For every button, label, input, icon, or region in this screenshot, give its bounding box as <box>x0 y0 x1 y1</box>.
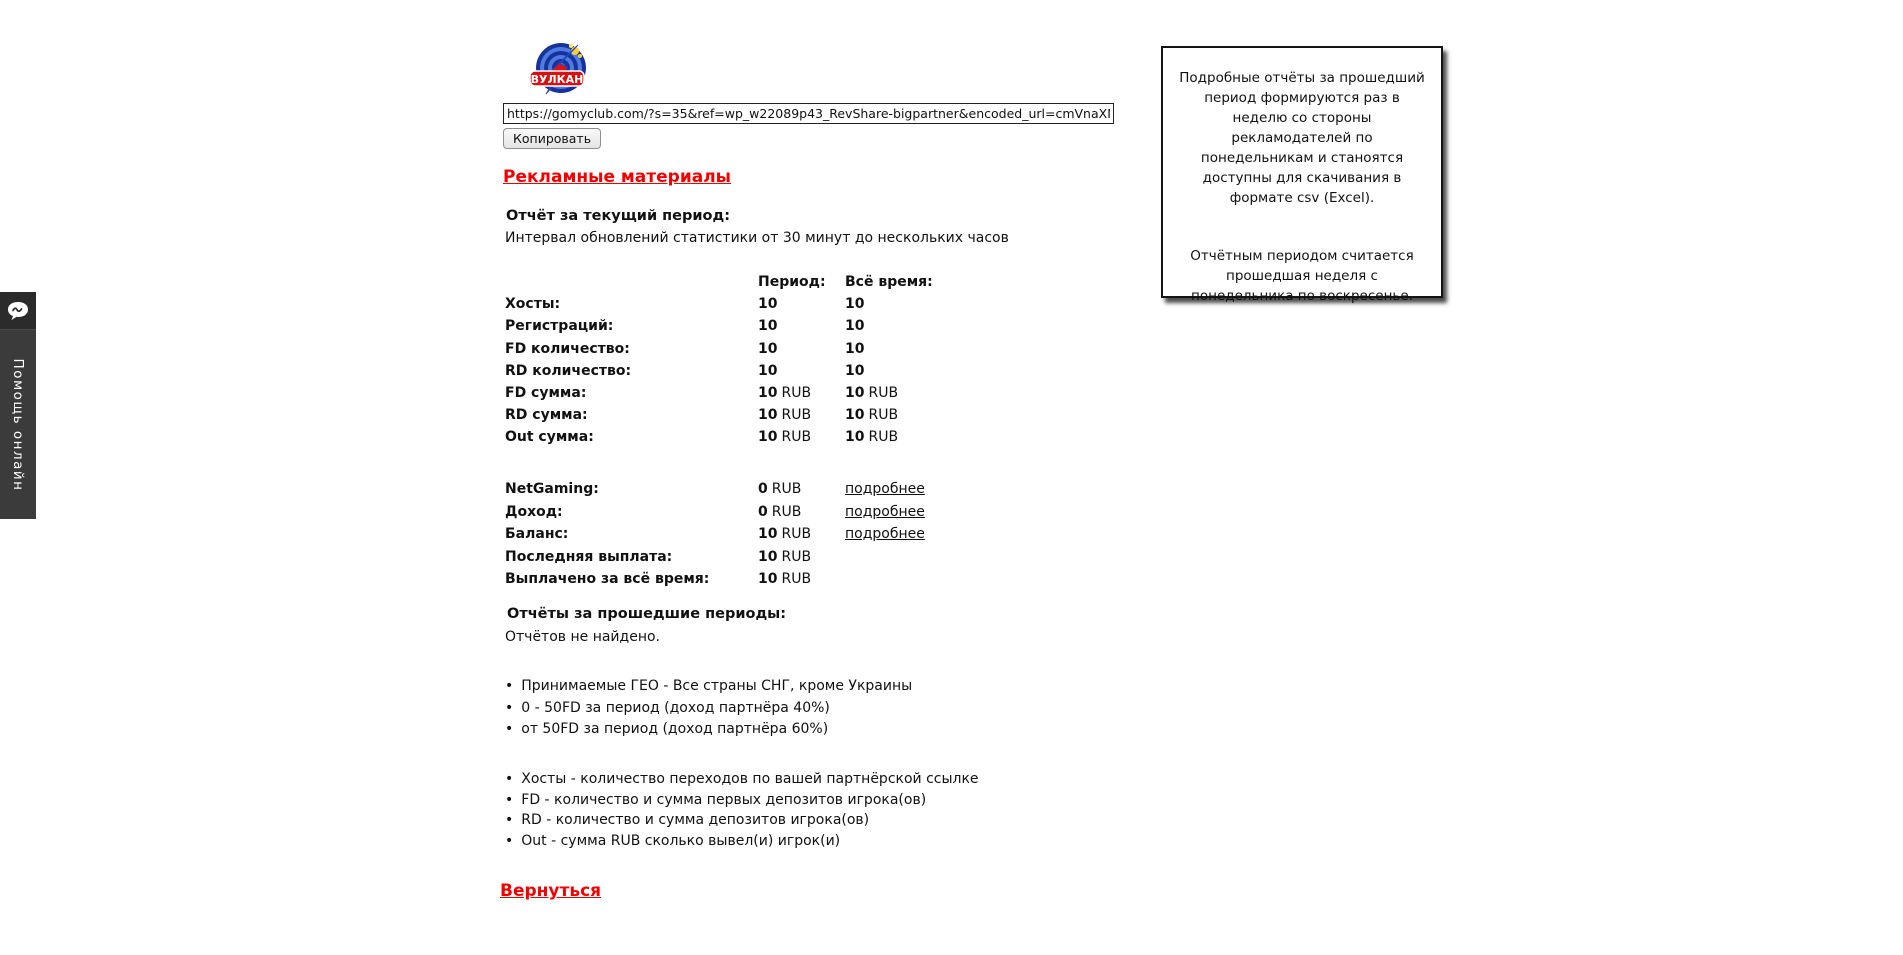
stats-header-period: Период: <box>758 274 826 290</box>
stats-alltime-value: 10 <box>845 340 865 357</box>
balance-value: 10 RUB <box>758 526 812 542</box>
stats-period-value: 10 RUB <box>758 429 812 446</box>
stats-period-value: 10 <box>758 362 778 379</box>
details-link[interactable]: подробнее <box>845 526 925 542</box>
chat-label-area[interactable] <box>0 330 36 519</box>
chat-bubble-icon <box>7 301 29 321</box>
stats-row-label: Регистраций: <box>505 318 614 335</box>
balance-row-label: Баланс: <box>505 526 569 542</box>
balance-value: 10 RUB <box>758 571 812 587</box>
glossary-list <box>505 769 979 851</box>
balance-value: 10 RUB <box>758 548 812 565</box>
stats-row-label: Out сумма: <box>505 429 594 446</box>
info-paragraph: Отчётным периодом считается прошедшая неделя с понедельника по воскресенье. <box>1190 248 1414 304</box>
balance-row-label: Выплачено за всё время: <box>505 571 710 587</box>
balance-value: 0 RUB <box>758 481 802 497</box>
balance-row-label: Последняя выплата: <box>505 548 673 565</box>
stats-row-label: Хосты: <box>505 296 561 313</box>
past-reports-empty-text: Отчётов не найдено. <box>505 629 660 645</box>
stats-alltime-value: 10 RUB <box>845 429 899 446</box>
stats-alltime-value: 10 RUB <box>845 407 899 424</box>
stats-row-label: FD количество: <box>505 340 630 357</box>
online-help-widget[interactable] <box>0 292 36 519</box>
list-item: • от 50FD за период (доход партнёра 60%) <box>505 719 912 741</box>
past-reports-title: Отчёты за прошедшие периоды: <box>507 606 787 622</box>
stats-alltime-value: 10 <box>845 296 865 313</box>
details-link[interactable]: подробнее <box>845 481 925 497</box>
referral-url-input[interactable] <box>503 103 1114 124</box>
chat-widget-label: Помощь онлайн <box>10 358 26 491</box>
stats-period-value: 10 <box>758 340 778 357</box>
stats-period-value: 10 RUB <box>758 407 812 424</box>
list-item: • 0 - 50FD за период (доход партнёра 40%) <box>505 698 912 720</box>
list-item: • Принимаемые ГЕО - Все страны СНГ, кроме Украины <box>505 676 912 698</box>
reports-info-box <box>1161 46 1443 304</box>
balance-value: 0 RUB <box>758 503 802 520</box>
chat-icon-tile[interactable] <box>0 292 36 330</box>
stats-alltime-value: 10 <box>845 318 865 335</box>
stats-table <box>505 274 975 452</box>
stats-row-label: RD количество: <box>505 362 632 379</box>
stats-row-label: RD сумма: <box>505 407 588 424</box>
stats-period-value: 10 <box>758 296 778 313</box>
terms-list <box>505 676 912 741</box>
logo-banner-text: ВУЛКАН <box>530 73 584 86</box>
list-item: • FD - количество и сумма первых депозитов игрока(ов) <box>505 790 979 811</box>
current-report-subtitle: Интервал обновлений статистики от 30 минут до нескольких часов <box>505 230 1009 246</box>
balance-row-label: NetGaming: <box>505 481 599 497</box>
balance-row-label: Доход: <box>505 503 563 520</box>
stats-period-value: 10 <box>758 318 778 335</box>
list-item: • Хосты - количество переходов по вашей партнёрской ссылке <box>505 769 979 790</box>
balance-table <box>505 481 975 594</box>
stats-row-label: FD сумма: <box>505 384 587 401</box>
list-item: • RD - количество и сумма депозитов игрока(ов) <box>505 810 979 831</box>
info-paragraph: Подробные отчёты за прошедший период формируются раз в неделю со стороны рекламодателей по понедельникам и станоятся доступны для скачивания в формате csv (Excel). <box>1179 70 1425 206</box>
copy-button[interactable]: Копировать <box>503 128 601 149</box>
advertising-materials-link[interactable]: Рекламные материалы <box>503 167 732 187</box>
back-link[interactable]: Вернуться <box>500 881 602 901</box>
stats-period-value: 10 RUB <box>758 384 812 401</box>
stats-alltime-value: 10 <box>845 362 865 379</box>
list-item: • Out - сумма RUB сколько вывел(и) игрок(и) <box>505 831 979 852</box>
stats-alltime-value: 10 RUB <box>845 384 899 401</box>
current-report-title: Отчёт за текущий период: <box>506 208 731 224</box>
vulkan-casino-logo-icon <box>529 42 587 96</box>
stats-header-all-time: Всё время: <box>845 274 933 290</box>
details-link[interactable]: подробнее <box>845 503 925 520</box>
